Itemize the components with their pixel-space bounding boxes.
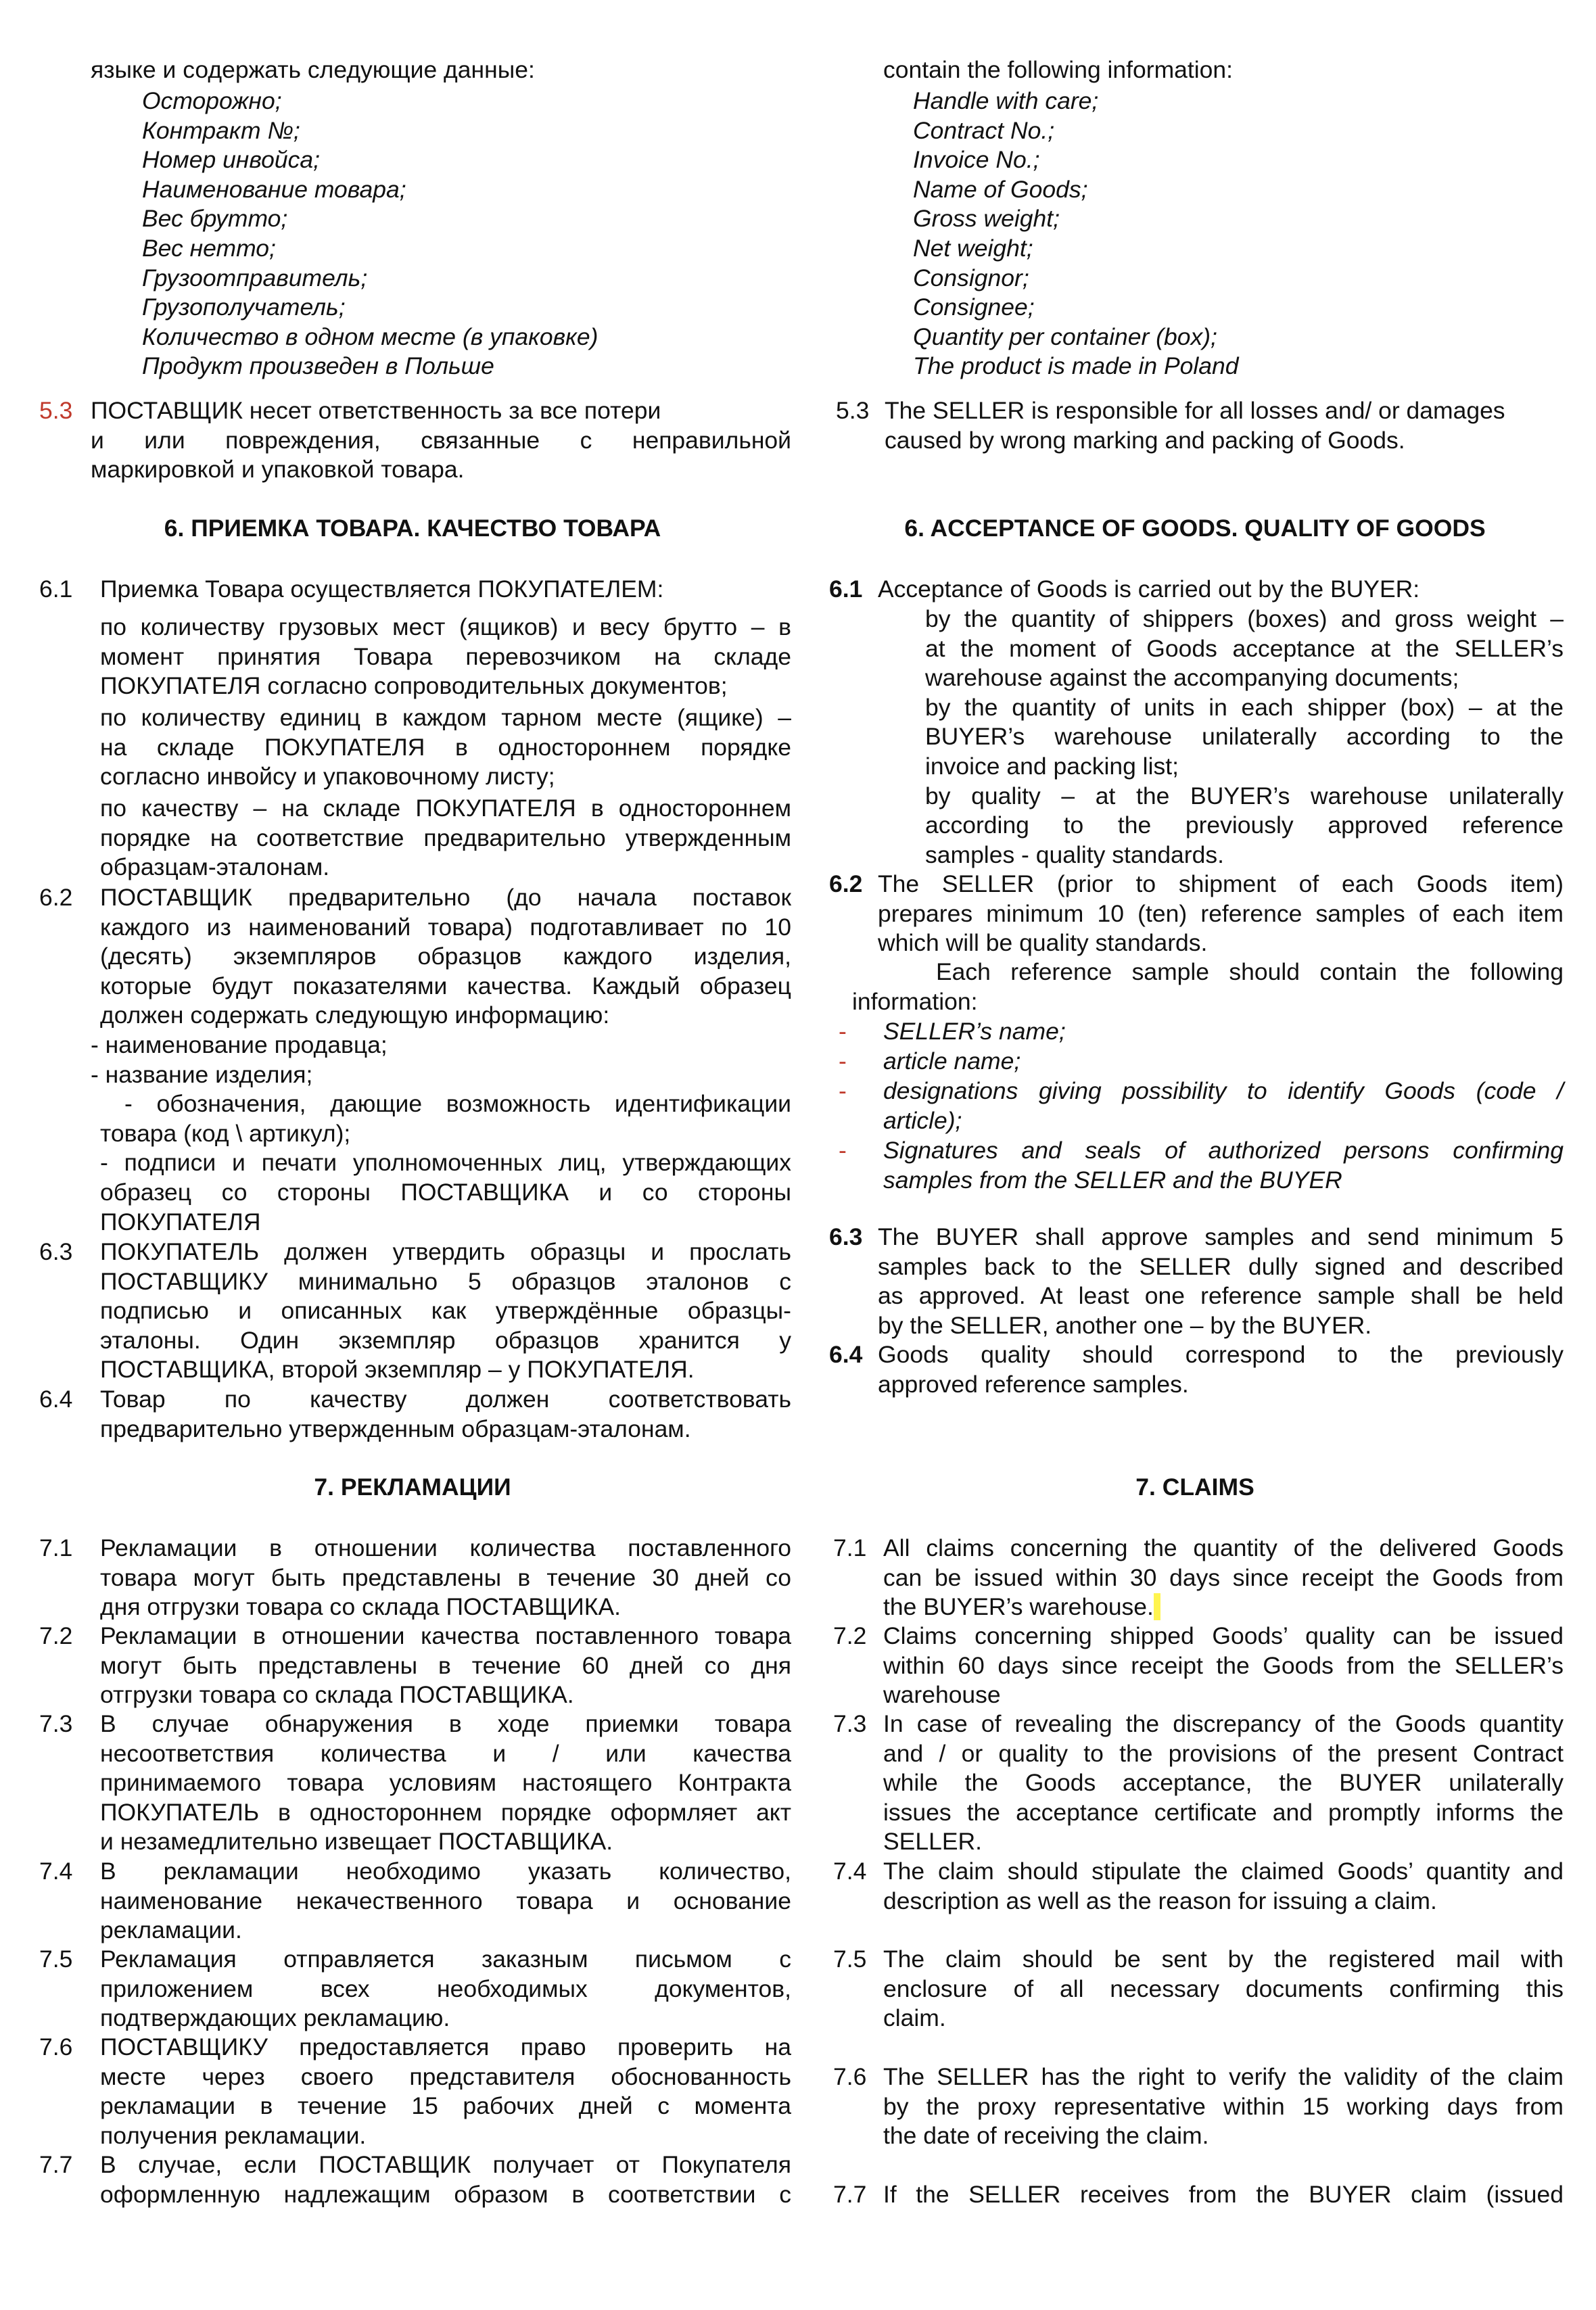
clause-6-2-ru: ПОСТАВЩИК предварительно (до начала поставок каждого из наименований товара) подготавливает по 10 (десять) экземпляров образцов каждого изделия, которые будут показателями качества. Каждый образец должен содержать следующую информацию:	[100, 884, 791, 1029]
clause-number: 6.2	[39, 884, 73, 911]
clause-6-3-ru: ПОКУПАТЕЛЬ должен утвердить образцы и прослать ПОСТАВЩИКУ минимально 5 образцов эталонов с подписью и описанных как утверждённые образцы- эталоны. Один экземпляр образцов хранится у ПОСТАВЩИКА, второй экземпляр – у ПОКУПАТЕЛЯ.	[100, 1238, 791, 1384]
section-heading-6-en: 6. ACCEPTANCE OF GOODS. QUALITY OF GOODS	[904, 515, 1486, 542]
clause-number: 7.2	[833, 1622, 867, 1649]
list-item: - подписи и печати уполномоченных лиц, утверждающих	[100, 1149, 791, 1177]
clause-7-4-ru: В рекламации необходимо указать количество, наименование некачественного товара и основание рекламации.	[100, 1858, 791, 1944]
list-item: Номер инвойса;	[142, 146, 320, 174]
clause-5-3-ru: ПОСТАВЩИК несет ответственность за все потери и или повреждения, связанные с неправильной маркировкой и упаковкой товара.	[91, 397, 791, 484]
clause-6-1-en: Acceptance of Goods is carried out by the BUYER:	[878, 575, 1420, 603]
list-item: Продукт произведен в Польше	[142, 352, 494, 380]
list-item: Вес брутто;	[142, 205, 288, 233]
clause-number: 6.1	[829, 575, 863, 603]
clause-number: 6.3	[39, 1238, 73, 1265]
clause-7-5-ru: Рекламация отправляется заказным письмом с приложением всех необходимых документов, подтверждающих рекламацию.	[100, 1946, 791, 2032]
list-item: The product is made in Poland	[913, 352, 1239, 380]
list-item: - наименование продавца;	[91, 1031, 388, 1058]
list-item: Контракт №;	[142, 116, 300, 144]
section-heading-7-ru: 7. РЕКЛАМАЦИИ	[314, 1474, 511, 1501]
list-item: Signatures and seals of authorized persons confirming samples from the SELLER and the BUYER	[883, 1137, 1564, 1194]
clause-7-7-en: If the SELLER receives from the BUYER claim (issued	[883, 2181, 1564, 2208]
list-item: Количество в одном месте (в упаковке)	[142, 323, 598, 350]
clause-6-1-ru-p1: по количеству грузовых мест (ящиков) и весу брутто – в момент принятия Товара перевозчиком на складе ПОКУПАТЕЛЯ согласно сопроводительных документов;	[100, 613, 791, 700]
list-item: Грузополучатель;	[142, 293, 346, 321]
clause-number: 6.4	[39, 1386, 73, 1413]
clause-7-2-en: Claims concerning shipped Goods’ quality can be issued within 60 days since receipt the Goods from the SELLER’s warehouse	[883, 1622, 1564, 1709]
clause-7-6-ru: ПОСТАВЩИКУ предоставляется право проверить на месте через своего представителя обоснованность рекламации в течение 15 рабочих дней с момента получения рекламации.	[100, 2033, 791, 2149]
clause-number: 7.5	[833, 1946, 867, 1973]
list-item: Наименование товара;	[142, 175, 406, 203]
clause-number: 7.3	[833, 1710, 867, 1737]
clause-7-4-en: The claim should stipulate the claimed Goods’ quantity and description as well as the reason for issuing a claim.	[883, 1858, 1564, 1914]
list-item: Quantity per container (box);	[913, 323, 1217, 350]
list-item: designations giving possibility to identify Goods (code / article);	[883, 1077, 1564, 1134]
highlight-mark	[1154, 1593, 1160, 1620]
clause-6-1-en-items: by the quantity of shippers (boxes) and gross weight – at the moment of Goods acceptance at the SELLER’s warehouse against the accompanying documents; by the quantity of units in each shipper (box) – at the BUYER’s warehouse unilaterally according to the invoice and packing list; by quality – at the BUYER’s warehouse unilaterally according to the previously approved reference samples - quality standards.	[925, 605, 1564, 868]
clause-6-3-en: The BUYER shall approve samples and send minimum 5 samples back to the SELLER dully signed and described as approved. At least one reference sample shall be held by the SELLER, another one – by the BUYER.	[878, 1223, 1564, 1339]
clause-6-1-ru: Приемка Товара осуществляется ПОКУПАТЕЛЕМ:	[100, 575, 664, 603]
list-bullet: -	[839, 1077, 847, 1104]
list-item: Вес нетто;	[142, 234, 276, 262]
clause-number: 7.7	[833, 2181, 867, 2208]
clause-number: 7.4	[39, 1858, 73, 1885]
clause-number: 5.3	[836, 397, 870, 424]
ru-label-list	[142, 87, 598, 381]
clause-number: 6.4	[829, 1341, 863, 1368]
list-item: Грузоотправитель;	[142, 264, 368, 291]
clause-number: 7.6	[833, 2063, 867, 2090]
clause-number: 6.2	[829, 870, 863, 897]
list-item: - обозначения, дающие возможность идентификации	[124, 1090, 791, 1118]
clause-7-3-en: In case of revealing the discrepancy of the Goods quantity and / or quality to the provisions of the present Contract while the Goods acceptance, the BUYER unilaterally issues the acceptance certificate and promptly informs the SELLER.	[883, 1710, 1564, 1856]
list-item: Invoice No.;	[913, 146, 1040, 174]
clause-number: 6.3	[829, 1223, 863, 1250]
clause-7-1-en: All claims concerning the quantity of the delivered Goods can be issued within 30 days since receipt the Goods from the BUYER’s warehouse.	[883, 1534, 1564, 1621]
list-item: образец со стороны ПОСТАВЩИКА и со стороны	[100, 1178, 791, 1206]
clause-number: 7.1	[833, 1534, 867, 1561]
clause-6-1-ru-p2: по количеству единиц в каждом тарном месте (ящике) – на складе ПОКУПАТЕЛЯ в одностороннем порядке согласно инвойсу и упаковочному листу;	[100, 704, 791, 791]
clause-7-2-ru: Рекламации в отношении качества поставленного товара могут быть представлены в течение 60 дней со дня отгрузки товара со склада ПОСТАВЩИКА.	[100, 1622, 791, 1709]
clause-5-3-en: The SELLER is responsible for all losses and/ or damages caused by wrong marking and packing of Goods.	[885, 397, 1505, 454]
clause-number: 6.1	[39, 575, 73, 603]
list-item: товара (код \ артикул);	[100, 1119, 351, 1147]
list-item: Consignee;	[913, 293, 1035, 321]
en-label-list	[913, 87, 1239, 381]
clause-7-1-ru: Рекламации в отношении количества поставленного товара могут быть представлены в течение 30 дней со дня отгрузки товара со склада ПОСТАВЩИКА.	[100, 1534, 791, 1621]
list-item: article name;	[883, 1047, 1021, 1075]
list-item: Gross weight;	[913, 205, 1060, 233]
list-item: Осторожно;	[142, 87, 282, 114]
clause-number: 5.3	[39, 397, 73, 424]
clause-number: 7.5	[39, 1946, 73, 1973]
list-item: Handle with care;	[913, 87, 1099, 114]
ru-intro: языке и содержать следующие данные:	[91, 56, 535, 83]
clause-7-3-ru: В случае обнаружения в ходе приемки товара несоответствия количества и / или качества принимаемого товара условиям настоящего Контракта ПОКУПАТЕЛЬ в одностороннем порядке оформляет акт и незамедлительно извещает ПОСТАВЩИКА.	[100, 1710, 791, 1856]
clause-7-7-ru: В случае, если ПОСТАВЩИК получает от Покупателя оформленную надлежащим образом в соответствии с	[100, 2151, 791, 2208]
clause-6-2-ru-items	[91, 1031, 791, 1237]
clause-number: 7.1	[39, 1534, 73, 1561]
list-item: SELLER’s name;	[883, 1018, 1066, 1045]
clause-number: 7.7	[39, 2151, 73, 2178]
clause-6-4-en: Goods quality should correspond to the previously approved reference samples.	[878, 1341, 1564, 1398]
clause-number: 7.2	[39, 1622, 73, 1649]
list-item: Consignor;	[913, 264, 1029, 291]
list-item: Contract No.;	[913, 116, 1055, 144]
list-bullet: -	[839, 1018, 847, 1045]
list-item: Name of Goods;	[913, 175, 1088, 203]
clause-number: 7.6	[39, 2033, 73, 2060]
list-bullet: -	[839, 1137, 847, 1164]
en-intro: contain the following information:	[883, 56, 1234, 83]
clause-7-5-en: The claim should be sent by the registered mail with enclosure of all necessary documents confirming this claim.	[883, 1946, 1564, 2032]
list-item: Net weight;	[913, 234, 1033, 262]
clause-number: 7.3	[39, 1710, 73, 1737]
clause-7-6-en: The SELLER has the right to verify the validity of the claim by the proxy representative within 15 working days from the date of receiving the claim.	[883, 2063, 1564, 2150]
list-bullet: -	[839, 1047, 847, 1075]
list-item: - название изделия;	[91, 1060, 313, 1088]
clause-6-1-ru-p3: по качеству – на складе ПОКУПАТЕЛЯ в одностороннем порядке на соответствие предварительно утвержденным образцам-эталонам.	[100, 795, 791, 881]
list-item: ПОКУПАТЕЛЯ	[100, 1208, 261, 1235]
section-heading-7-en: 7. CLAIMS	[1135, 1474, 1254, 1501]
clause-6-4-ru: Товар по качеству должен соответствовать предварительно утвержденным образцам-эталонам.	[100, 1386, 791, 1442]
section-heading-6-ru: 6. ПРИЕМКА ТОВАРА. КАЧЕСТВО ТОВАРА	[164, 515, 661, 542]
clause-6-2-en: The SELLER (prior to shipment of each Goods item) prepares minimum 10 (ten) reference samples of each item which will be quality standards.	[878, 870, 1564, 957]
clause-number: 7.4	[833, 1858, 867, 1885]
clause-6-2-en-lead: Each reference sample should contain the following information:	[852, 958, 1564, 1015]
